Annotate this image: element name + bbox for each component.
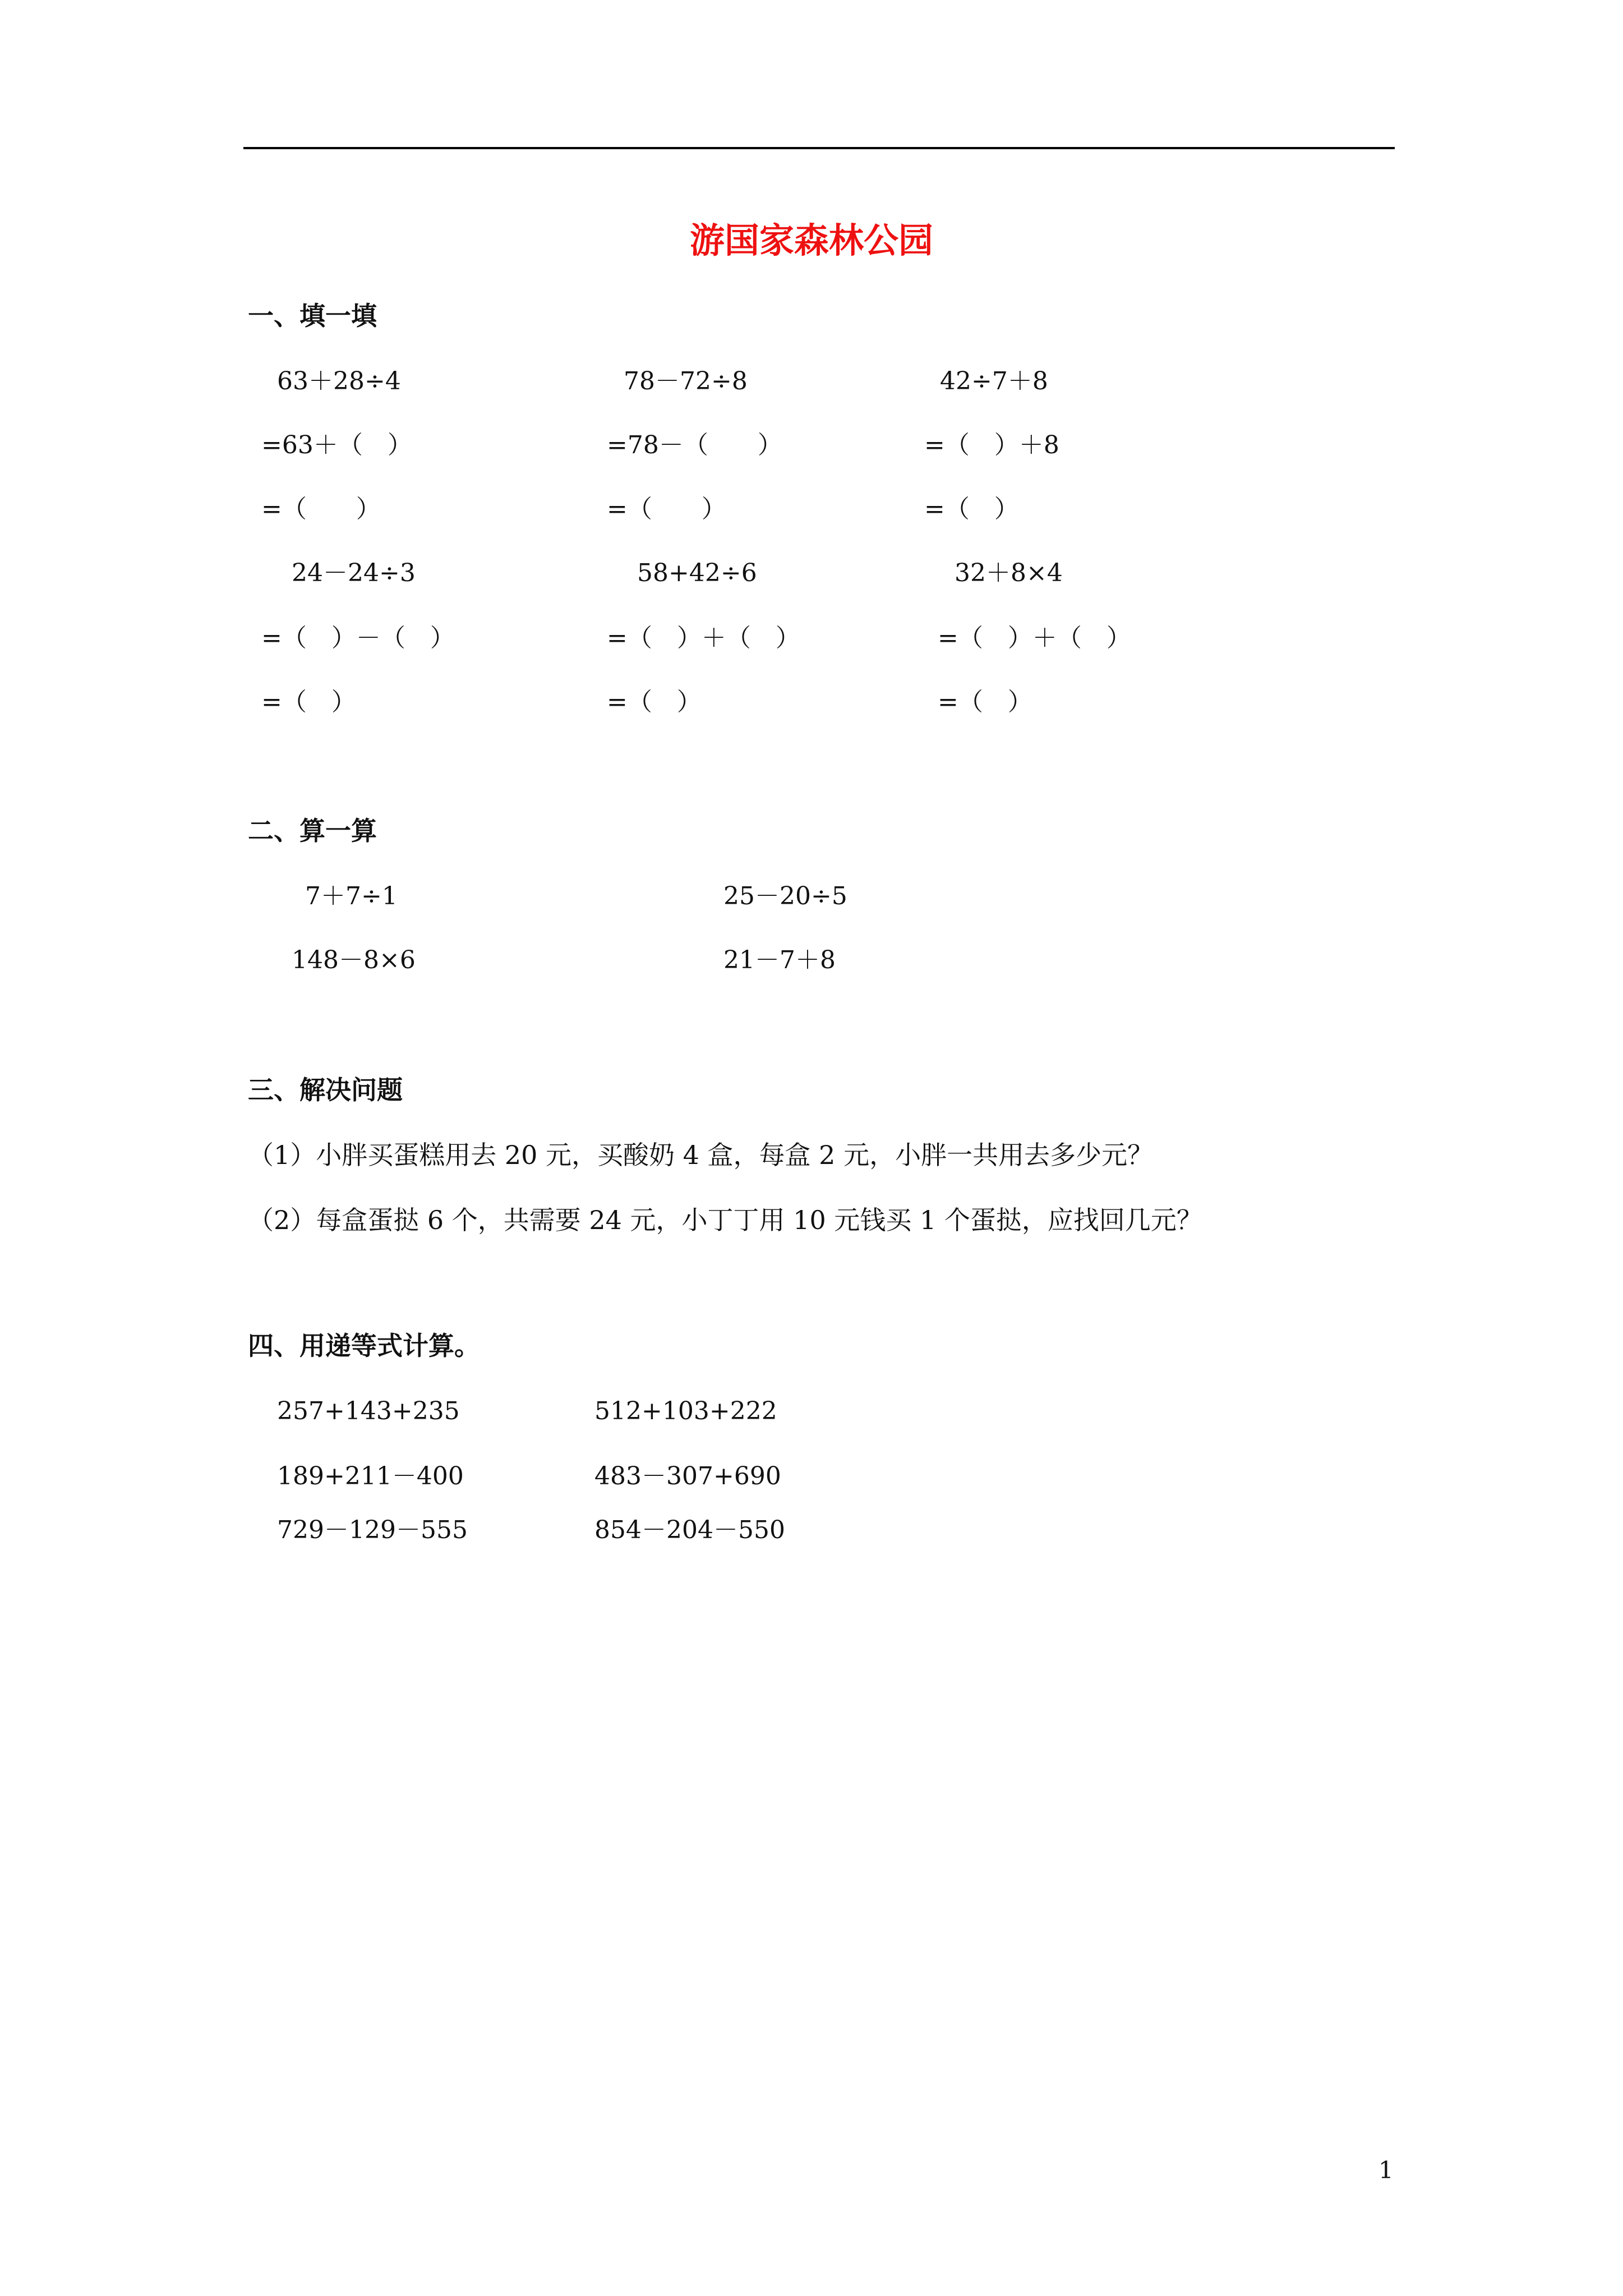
page-title: 游国家森林公园: [689, 220, 933, 261]
fill-problem-step: =（ ）: [924, 495, 1019, 523]
step-calc-expression: 189+211－400: [277, 1462, 464, 1490]
step-calc-expression: 512+103+222: [594, 1397, 777, 1425]
section-heading-word-problems: 三、解决问题: [248, 1075, 403, 1105]
section-heading-fill-in: 一、填一填: [248, 301, 377, 331]
section-heading-step-calculation: 四、用递等式计算。: [248, 1331, 480, 1361]
fill-problem-step: =（ ）: [607, 495, 726, 523]
fill-problem-step: =（ ）＋（ ）: [607, 624, 800, 652]
step-calc-expression: 854－204－550: [594, 1516, 785, 1544]
fill-problem-expression: 24－24÷3: [292, 559, 416, 587]
fill-problem-step: =（ ）: [938, 688, 1032, 716]
header-rule: [243, 147, 1395, 149]
fill-problem-expression: 58+42÷6: [637, 559, 757, 587]
page-number: 1: [1378, 2156, 1394, 2184]
fill-problem-step: =（ ）: [261, 688, 356, 716]
step-calc-expression: 483－307+690: [594, 1462, 781, 1490]
calc-expression: 148－8×6: [292, 946, 416, 974]
word-problem-2: （2）每盒蛋挞 6 个，共需要 24 元，小丁丁用 10 元钱买 1 个蛋挞，应找回几元？: [248, 1205, 1202, 1235]
section-heading-calculate: 二、算一算: [248, 816, 377, 846]
fill-problem-step: =（ ）－（ ）: [261, 624, 455, 652]
step-calc-expression: 257+143+235: [277, 1397, 460, 1425]
word-problem-1: （1）小胖买蛋糕用去 20 元，买酸奶 4 盒，每盒 2 元，小胖一共用去多少元？: [248, 1140, 1154, 1170]
fill-problem-expression: 63＋28÷4: [277, 367, 401, 395]
fill-problem-step: =（ ）＋8: [924, 431, 1059, 459]
fill-problem-step: =（ ）: [261, 495, 381, 523]
fill-problem-expression: 78－72÷8: [624, 367, 748, 395]
fill-problem-step: =（ ）＋（ ）: [938, 624, 1131, 652]
fill-problem-expression: 42÷7＋8: [940, 367, 1048, 395]
calc-expression: 25－20÷5: [723, 882, 847, 910]
fill-problem-expression: 32＋8×4: [955, 559, 1063, 587]
calc-expression: 7＋7÷1: [305, 882, 398, 910]
calc-expression: 21－7＋8: [723, 946, 836, 974]
step-calc-expression: 729－129－555: [277, 1516, 468, 1544]
fill-problem-step: =78－（ ）: [607, 431, 782, 459]
fill-problem-step: =63＋（ ）: [261, 431, 412, 459]
fill-problem-step: =（ ）: [607, 688, 702, 716]
